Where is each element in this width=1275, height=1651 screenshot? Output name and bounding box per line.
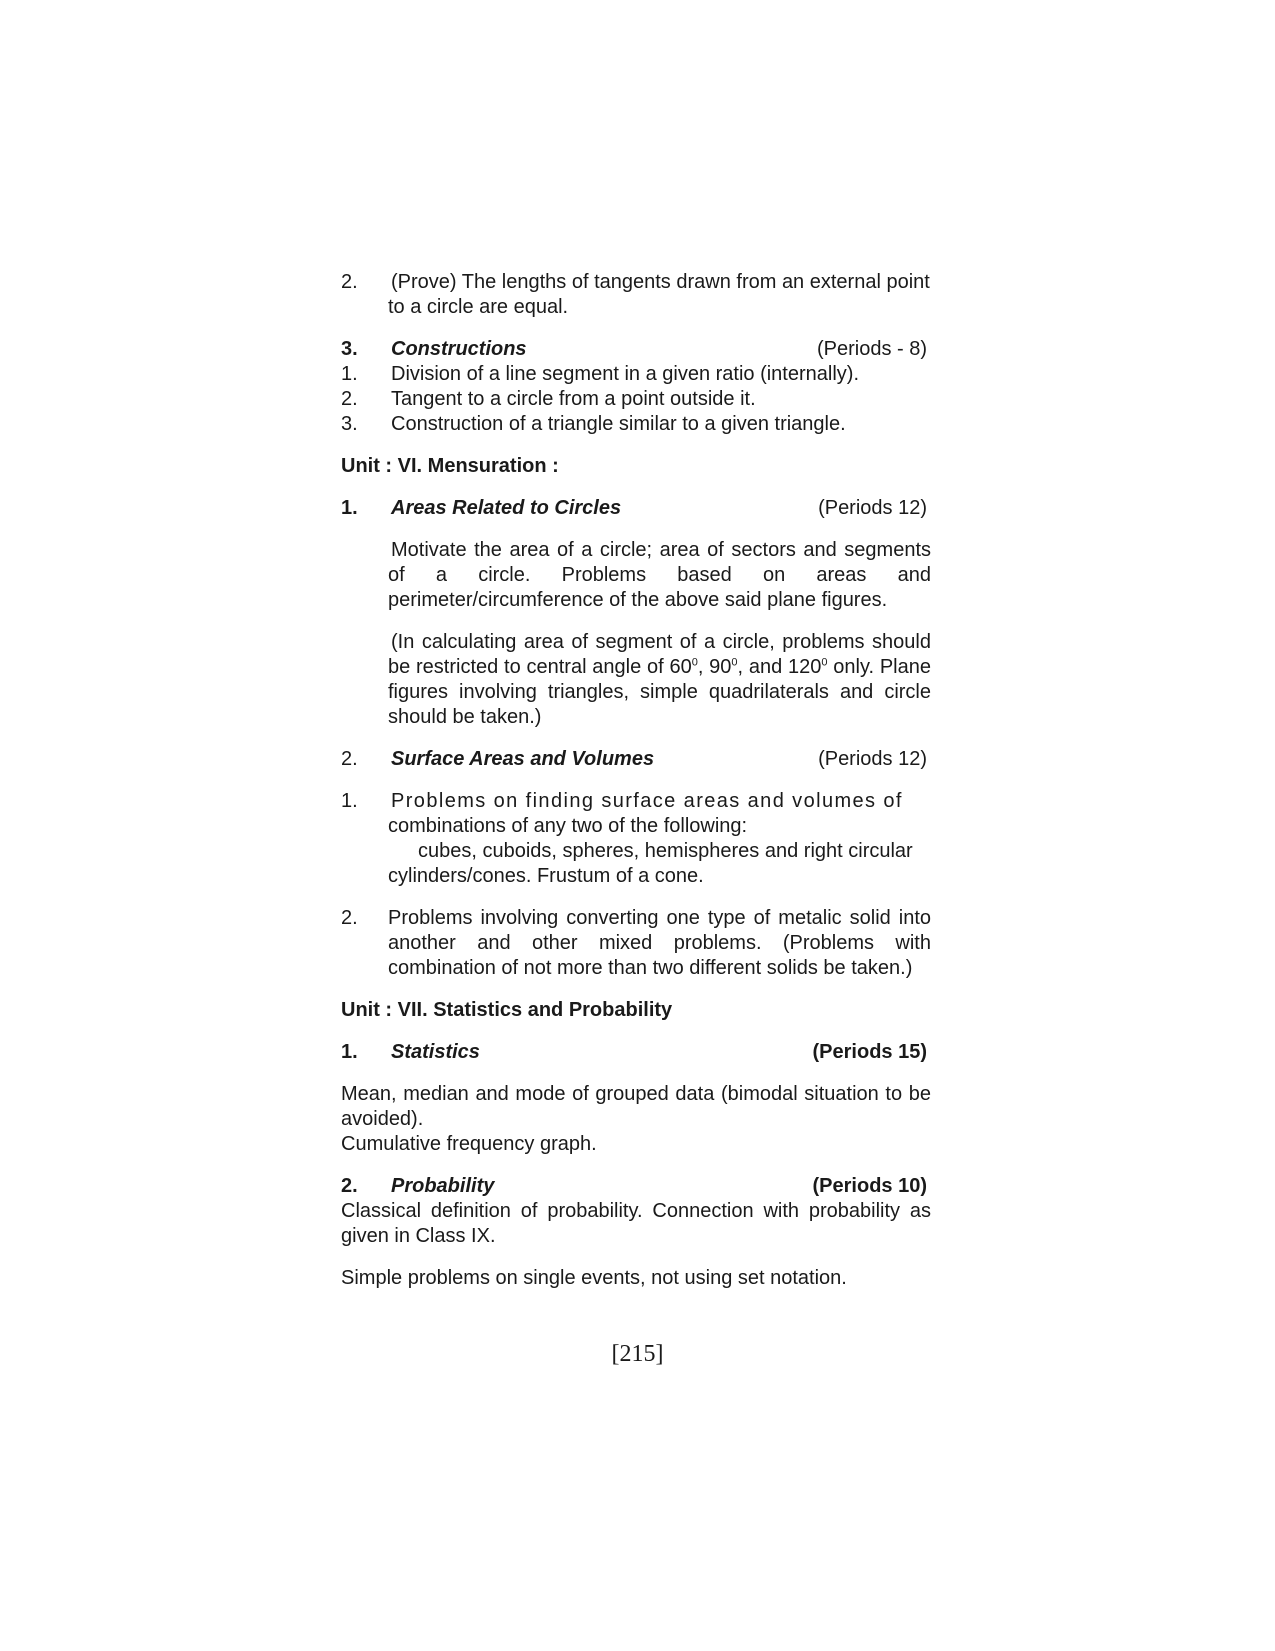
list-item-number: 3. bbox=[341, 413, 358, 435]
list-item-number: 2. bbox=[341, 388, 358, 410]
surface-point-1-line3: cubes, cuboids, spheres, hemispheres and right circular bbox=[418, 840, 913, 862]
probability-line1: Classical definition of probability. Connection with probability as given in Class IX. bbox=[341, 1200, 931, 1247]
constructions-title: Constructions bbox=[391, 338, 527, 360]
constructions-number: 3. bbox=[341, 338, 358, 360]
constructions-periods: (Periods - 8) bbox=[816, 338, 927, 360]
list-item bbox=[341, 387, 931, 412]
statistics-number: 1. bbox=[341, 1041, 358, 1063]
constructions-heading bbox=[341, 337, 931, 362]
statistics-line1: Mean, median and mode of grouped data (bimodal situation to be avoided). bbox=[341, 1083, 931, 1130]
surface-number: 2. bbox=[341, 748, 358, 770]
surface-point-1-line1: Problems on finding surface areas and volumes of bbox=[391, 790, 903, 812]
surface-point-2-number: 2. bbox=[341, 907, 358, 929]
prove-text-line2: to a circle are equal. bbox=[388, 296, 569, 318]
unit7-heading: Unit : VII. Statistics and Probability bbox=[341, 999, 673, 1021]
areas-number: 1. bbox=[341, 497, 358, 519]
statistics-heading bbox=[341, 1040, 931, 1065]
page-content bbox=[341, 270, 931, 1291]
surface-periods: (Periods 12) bbox=[818, 748, 927, 770]
areas-paragraph-2 bbox=[341, 630, 931, 730]
prove-item bbox=[341, 270, 931, 295]
probability-periods: (Periods 10) bbox=[812, 1175, 927, 1197]
surface-point-1-number: 1. bbox=[341, 790, 358, 812]
areas-paragraph-2-part: (In calculating area of segment of a circle, problems should be restricted to central angle of 60 bbox=[388, 631, 931, 678]
page-number: [215] bbox=[611, 1341, 664, 1367]
surface-title: Surface Areas and Volumes bbox=[391, 748, 655, 770]
areas-periods: (Periods 12) bbox=[818, 497, 927, 519]
list-item-number: 1. bbox=[341, 363, 358, 385]
list-item-text: Tangent to a circle from a point outside it. bbox=[391, 388, 756, 410]
probability-line2: Simple problems on single events, not using set notation. bbox=[341, 1267, 847, 1289]
list-item-text: Division of a line segment in a given ratio (internally). bbox=[391, 363, 859, 385]
list-item bbox=[341, 362, 931, 387]
statistics-line2: Cumulative frequency graph. bbox=[341, 1133, 597, 1155]
areas-paragraph-2-part: , 90 bbox=[697, 656, 732, 678]
surface-point-1-line4: cylinders/cones. Frustum of a cone. bbox=[388, 865, 704, 887]
areas-heading bbox=[341, 496, 931, 521]
statistics-periods: (Periods 15) bbox=[812, 1041, 927, 1063]
prove-number: 2. bbox=[341, 271, 358, 293]
areas-paragraph-1: Motivate the area of a circle; area of sectors and segments of a circle. Problems based on areas and perimeter/circumference of the above said plane figures. bbox=[388, 539, 931, 611]
list-item-text: Construction of a triangle similar to a given triangle. bbox=[391, 413, 846, 435]
degree-sup: 0 bbox=[691, 656, 698, 669]
surface-heading bbox=[341, 747, 931, 772]
probability-title: Probability bbox=[391, 1175, 495, 1197]
prove-text-line1: (Prove) The lengths of tangents drawn from an external point bbox=[391, 271, 930, 293]
areas-paragraph-2-part: only. Plane figures involving triangles, simple quadrilaterals and circle should be taken.) bbox=[388, 656, 931, 728]
surface-point-1-line2: combinations of any two of the following: bbox=[388, 815, 748, 837]
degree-sup: 0 bbox=[821, 656, 828, 669]
surface-point-1 bbox=[341, 789, 931, 814]
probability-heading bbox=[341, 1174, 931, 1199]
unit6-heading: Unit : VI. Mensuration : bbox=[341, 455, 559, 477]
statistics-title: Statistics bbox=[391, 1041, 480, 1063]
probability-number: 2. bbox=[341, 1175, 358, 1197]
degree-sup: 0 bbox=[731, 656, 738, 669]
areas-paragraph-2-part: , and 120 bbox=[737, 656, 822, 678]
surface-point-2-text: Problems involving converting one type of metalic solid into another and other mixed problems. (Problems with combination of not more than two different solids be taken.) bbox=[388, 907, 931, 979]
areas-title: Areas Related to Circles bbox=[391, 497, 622, 519]
list-item bbox=[341, 412, 931, 437]
surface-point-2 bbox=[341, 906, 931, 981]
